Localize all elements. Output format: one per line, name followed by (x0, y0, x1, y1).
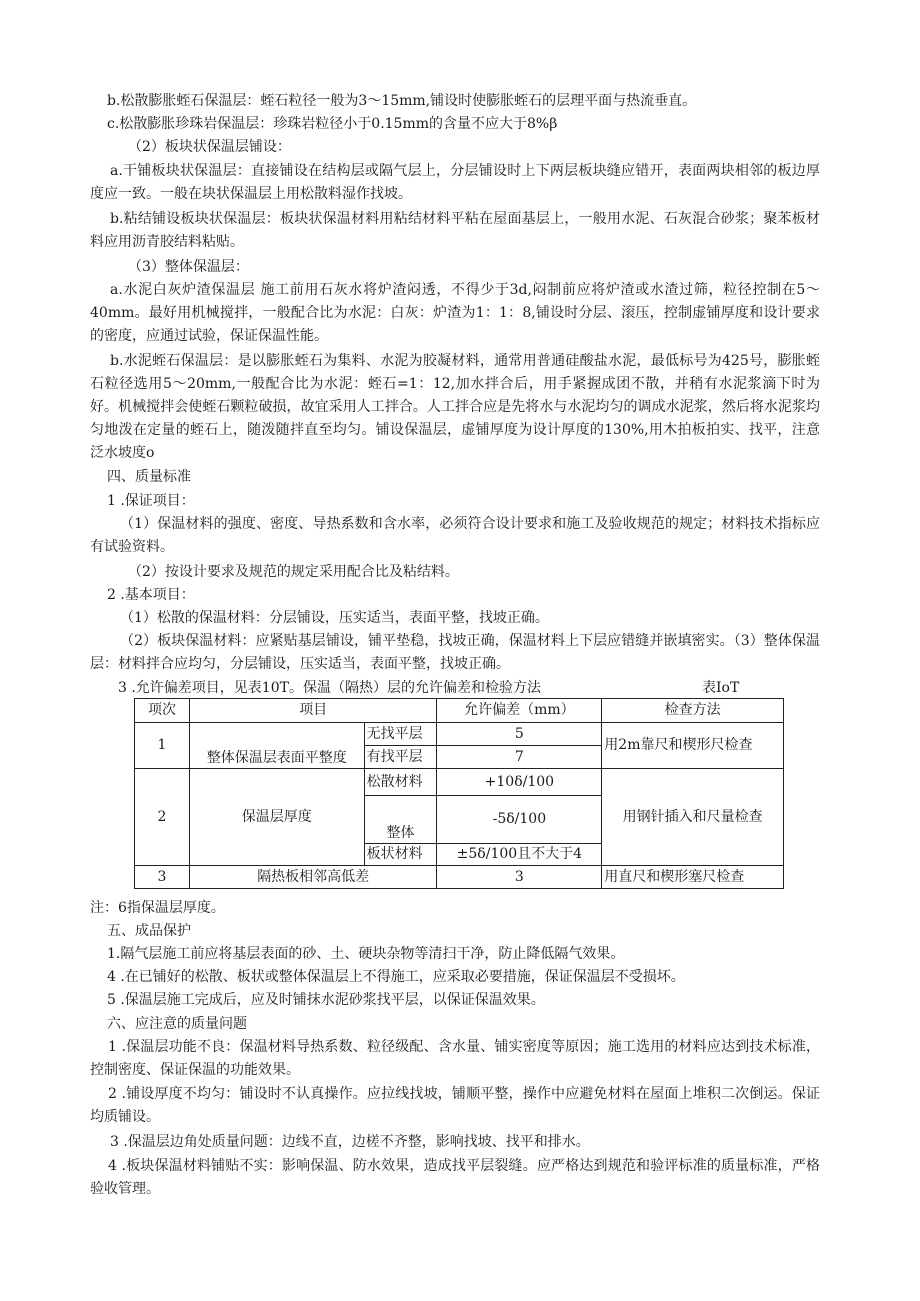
table-row: 2 保温层厚度 松散材料 +10δ/100 用钢针插入和尺量检查 (135, 769, 784, 796)
para-b-glued-board: b.粘结铺设板块状保温层：板块状保温材料用粘结材料平粘在屋面基层上，一般用水泥、石灰混合砂浆；聚苯板材料应用沥青胶结料粘贴。 (90, 211, 820, 250)
table-row: 整体 -5δ/100 (135, 796, 784, 844)
para-protection-1: 1.隔气层施工前应将基层表面的砂、土、硬块杂物等清扫干净，防止降低隔气效果。 (107, 946, 625, 962)
para-b-cement-vermiculite: b.水泥蛭石保温层：是以膨胀蛭石为集料、水泥为胶凝材料，通常用普通硅酸盐水泥，最低标号为425号，膨胀蛭石粒径选用5～20mm,一般配合比为水泥：蛭石=1：12,加水拌合后，用手紧握成团不散，并稍有水泥浆滴下时为好。机械搅拌会使蛭石颗粒破损，故宜采用人工拌合。人工拌合应是先将水与水泥均匀的调成水泥浆，然后将水泥浆均匀地泼在定量的蛭石上，随泼随拌直至均匀。铺设保温层，虚铺厚度为设计厚度的130%,用木拍板拍实、找平，注意泛水坡度o (90, 353, 820, 461)
heading-quality-standard: 四、质量标准 (107, 469, 191, 485)
heading-integral-insulation: （3）整体保温层： (128, 259, 249, 275)
para-c-perlite: c.松散膨胀珍珠岩保温层：珍珠岩粒径小于0.15mm的含量不应大于8%β (107, 116, 558, 132)
para-b-vermiculite: b.松散膨胀蛭石保温层：蛭石粒径一般为3～15mm,铺设时使膨胀蛭石的层理平面与热流垂直。 (107, 93, 697, 109)
table-row: 1 整体保温层表面平整度 无找平层 5 用2m靠尺和楔形尺检查 (135, 723, 784, 746)
table-header-row (135, 699, 784, 723)
para-issue-3: 3 .保温层边角处质量问题：边线不直，边槎不齐整，影响找坡、找平和排水。 (110, 1134, 590, 1150)
table-row: 有找平层 7 (135, 746, 784, 769)
para-protection-4: 4 .在已铺好的松散、板状或整体保温层上不得施工，应采取必要措施，保证保温层不受损坏。 (107, 969, 685, 985)
th-method: 检查方法 (602, 699, 784, 723)
heading-allowable-deviation: 3 .允许偏差项目，见表10T。保温（隔热）层的允许偏差和检验方法 (118, 680, 541, 696)
para-issue-4: 4 .板块保温材料铺贴不实：影响保温、防水效果，造成找平层裂缝。应严格达到规范和验评标准的质量标准，严格验收管理。 (90, 1158, 820, 1197)
table-note: 注：6指保温层厚度。 (90, 900, 225, 916)
para-issue-1: 1 .保温层功能不良：保温材料导热系数、粒径级配、含水量、铺实密度等原因；施工选用的材料应达到技术标准，控制密度、保证保温的功能效果。 (90, 1039, 820, 1078)
heading-quality-issues: 六、应注意的质量问题 (107, 1016, 247, 1032)
th-no: 项次 (135, 699, 190, 723)
heading-product-protection: 五、成品保护 (107, 923, 191, 939)
table-number: 表IoT (702, 680, 740, 696)
table-row: 3 隔热板相邻高低差 3 用直尺和楔形塞尺检查 (135, 866, 784, 889)
th-item: 项目 (189, 699, 437, 723)
th-deviation: 允许偏差（mm） (437, 699, 602, 723)
heading-basic-items: 2 .基本项目： (107, 587, 195, 603)
para-guarantee-1: （1）保温材料的强度、密度、导热系数和含水率，必须符合设计要求和施工及验收规范的规定；材料技术指标应有试验资料。 (90, 516, 820, 555)
para-a-cement-lime-slag: a.水泥白灰炉渣保温层 施工前用石灰水将炉渣闷透，不得少于3d,闷制前应将炉渣或水渣过筛，粒径控制在5～40mm。最好用机械搅拌，一般配合比为水泥：白灰：炉渣为1：1：8,铺设时分层、滚压，控制虚铺厚度和设计要求的密度，应通过试验，保证保温性能。 (90, 282, 820, 344)
table-row: 板状材料 ±5δ/100且不大于4 (135, 844, 784, 866)
para-guarantee-2: （2）按设计要求及规范的规定采用配合比及粘结料。 (128, 564, 459, 580)
para-issue-2: 2 .铺设厚度不均匀：铺设时不认真操作。应拉线找坡，铺顺平整，操作中应避免材料在屋面上堆积二次倒运。保证均质铺设。 (90, 1086, 820, 1125)
heading-board-insulation: （2）板块状保温层铺设： (128, 139, 291, 155)
para-basic-2-3: （2）板块保温材料：应紧贴基层铺设，铺平垫稳，找坡正确，保温材料上下层应错缝并嵌填密实。（3）整体保温层：材料拌合应均匀，分层铺设，压实适当，表面平整，找坡正确。 (90, 633, 820, 672)
para-basic-1: （1）松散的保温材料：分层铺设，压实适当，表面平整，找坡正确。 (120, 610, 549, 626)
para-protection-5: 5 .保温层施工完成后，应及时铺抹水泥砂浆找平层，以保证保温效果。 (107, 992, 545, 1008)
heading-guarantee-items: 1 .保证项目： (107, 493, 195, 509)
para-a-dry-board: a.干铺板块状保温层：直接铺设在结构层或隔气层上，分层铺设时上下两层板块缝应错开，表面两块相邻的板边厚度应一致。一般在块状保温层上用松散料湿作找坡。 (90, 163, 820, 202)
deviation-table (134, 698, 784, 889)
